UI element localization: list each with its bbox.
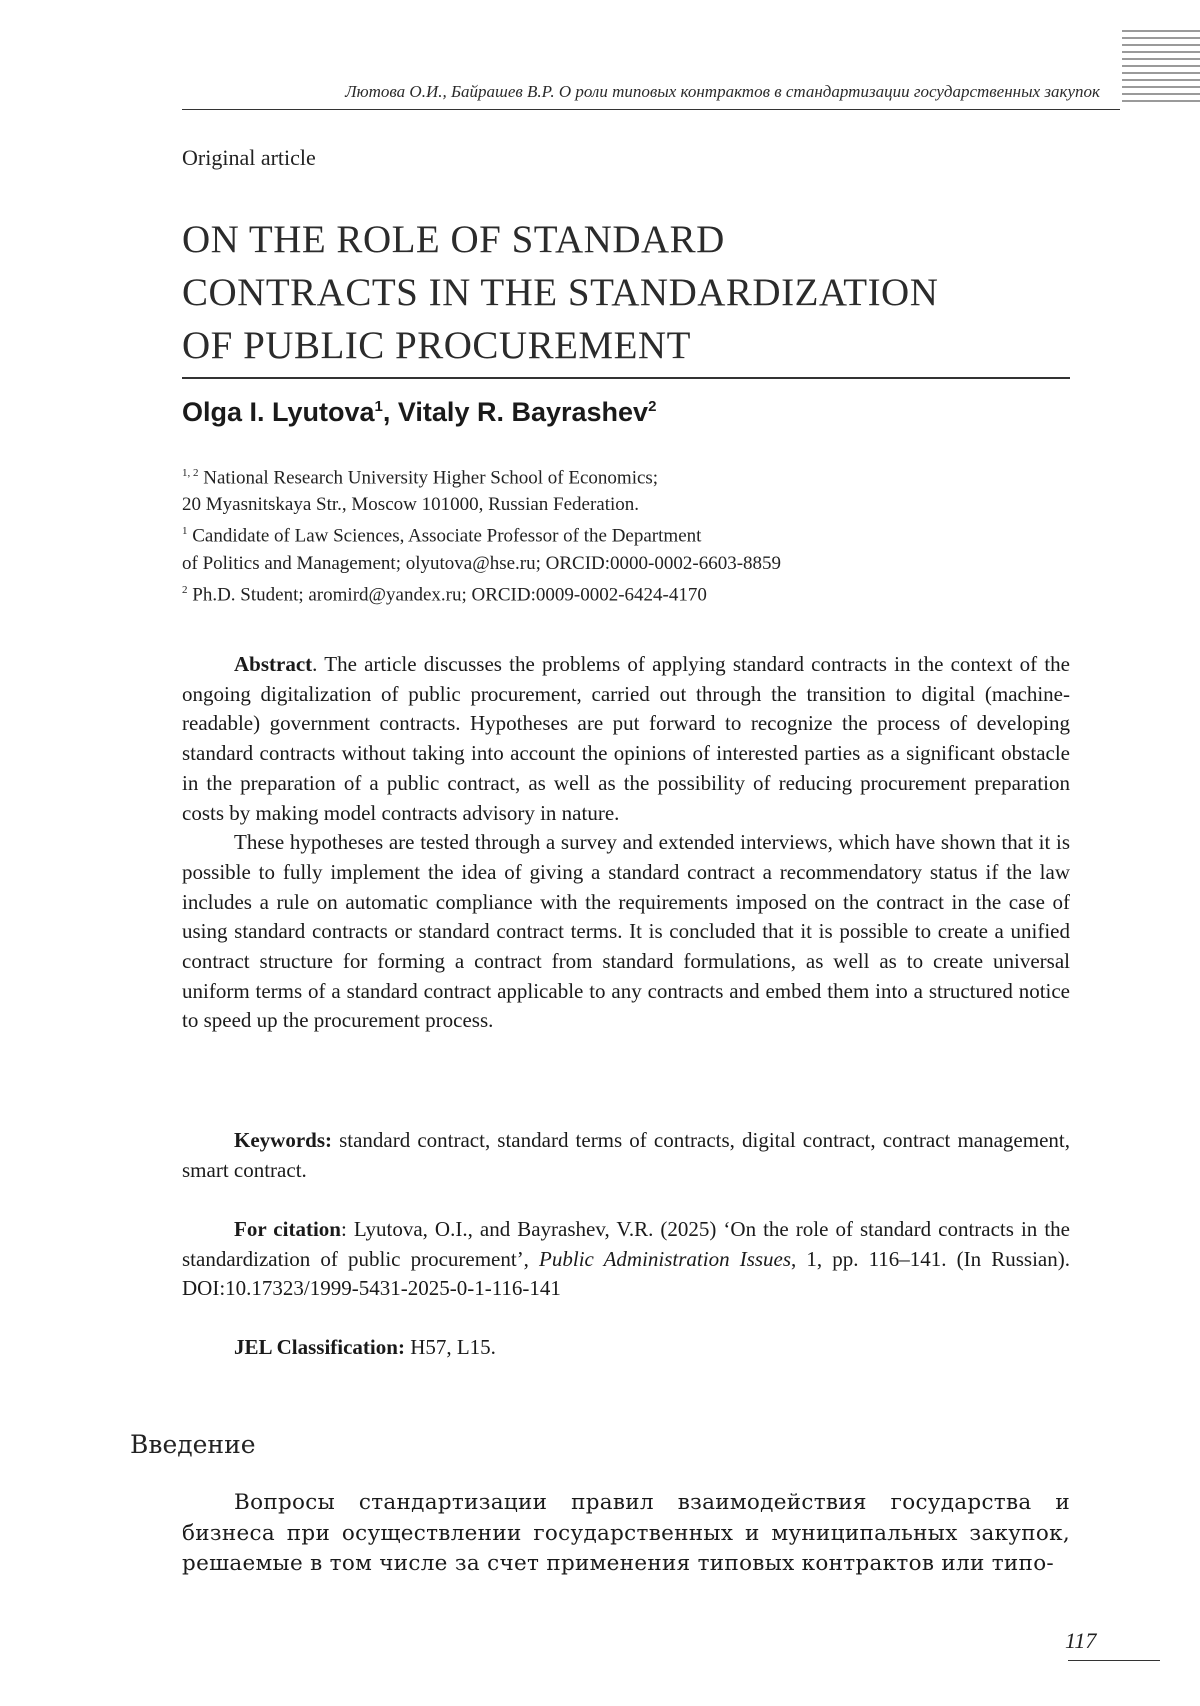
author-separator: , (382, 397, 398, 427)
citation-text: : Lyutova, O.I., and Bayrashev, V.R. (2025) ‘On the role of standard contracts in the standardization of public procurement’, (182, 1217, 1070, 1271)
title-line: ON THE ROLE OF STANDARD (182, 218, 725, 261)
page-number-rule (1068, 1660, 1160, 1661)
author-name: Vitaly R. Bayrashev (397, 397, 649, 427)
affiliation-line: 20 Myasnitskaya Str., Moscow 101000, Russian Federation. (182, 494, 640, 516)
keywords (182, 1126, 1070, 1185)
affiliation-sup: 2 (182, 583, 188, 596)
abstract-paragraph (182, 650, 1070, 828)
page-number: 117 (1065, 1628, 1097, 1653)
affiliation-line: of Politics and Management; olyutova@hse.ru; ORCID:0000-0002-6603-8859 (182, 552, 782, 574)
citation (182, 1215, 1070, 1304)
section-heading: Введение (130, 1430, 256, 1459)
article-type: Original article (182, 145, 316, 170)
affiliation-line (182, 460, 1082, 491)
affiliation-sup: 1 (182, 525, 188, 538)
citation-label: For citation (234, 1217, 341, 1241)
title-rule (182, 377, 1070, 379)
affiliation-line (182, 518, 1082, 549)
affiliation-line (182, 577, 1082, 608)
affiliation-text: Ph.D. Student; aromird@yandex.ru; ORCID:0009-0002-6424-4170 (187, 583, 707, 605)
citation-paragraph (182, 1215, 1070, 1304)
title-line: OF PUBLIC PROCUREMENT (182, 324, 691, 367)
header-decoration (1122, 30, 1200, 112)
article-title (182, 213, 1082, 372)
intro-text: Вопросы стандартизации правил взаимодействия государства и бизнеса при осуществлении государственных и муниципальных закупок, решаемые в том числе за счет применения типовых контрактов или типо- (182, 1490, 1070, 1576)
keywords-text: standard contract, standard terms of contracts, digital contract, contract management, smart contract. (182, 1128, 1070, 1182)
header-rule (182, 109, 1120, 110)
author-sup: 2 (648, 398, 657, 415)
affiliation-sup: 1, 2 (182, 467, 199, 479)
abstract (182, 650, 1070, 1036)
abstract-label: Abstract (234, 652, 313, 676)
authors (182, 397, 656, 428)
jel-paragraph (182, 1333, 1070, 1363)
keywords-label: Keywords: (234, 1128, 332, 1152)
citation-text: , 1, pp. 116–141. (In Russian). DOI:10.17323/1999-5431-2025-0-1-116-141 (182, 1246, 1070, 1301)
keywords-paragraph (182, 1126, 1070, 1185)
running-head: Лютова О.И., Байрашев В.Р. О роли типовых контрактов в стандартизации государственных закупок (345, 82, 1100, 101)
intro-paragraph (182, 1488, 1070, 1580)
author-name: Olga I. Lyutova (182, 397, 375, 427)
title-line: CONTRACTS IN THE STANDARDIZATION (182, 271, 939, 314)
affiliations (182, 460, 1082, 608)
affiliation-text: National Research University Higher School of Economics; (198, 467, 659, 489)
jel-classification (182, 1333, 1070, 1363)
citation-journal: Public Administration Issues (539, 1246, 792, 1271)
jel-label: JEL Classification: (234, 1335, 405, 1359)
abstract-paragraph: These hypotheses are tested through a survey and extended interviews, which have shown that it is possible to fully implement the idea of giving a standard contract a recommendatory status if the law includes a rule on automatic compliance with the requirements imposed on the contract in the case of using standard contracts or standard contract terms. It is concluded that it is possible to create a unified contract structure for forming a contract from standard formulations, as well as to create universal uniform terms of a standard contract applicable to any contracts and embed them into a structured notice to speed up the procurement process. (182, 830, 1070, 1033)
abstract-text: . The article discusses the problems of applying standard contracts in the context of the ongoing digitalization of public procurement, carried out through the transition to digital (machine-readable) government contracts. Hypotheses are put forward to recognize the process of developing standard contracts without taking into account the opinions of interested parties as a significant obstacle in the preparation of a public contract, as well as the possibility of reducing procurement preparation costs by making model contracts advisory in nature. (182, 652, 1070, 825)
jel-text: H57, L15. (404, 1335, 496, 1359)
author-sup: 1 (374, 398, 383, 415)
affiliation-text: Candidate of Law Sciences, Associate Professor of the Department (187, 525, 702, 547)
